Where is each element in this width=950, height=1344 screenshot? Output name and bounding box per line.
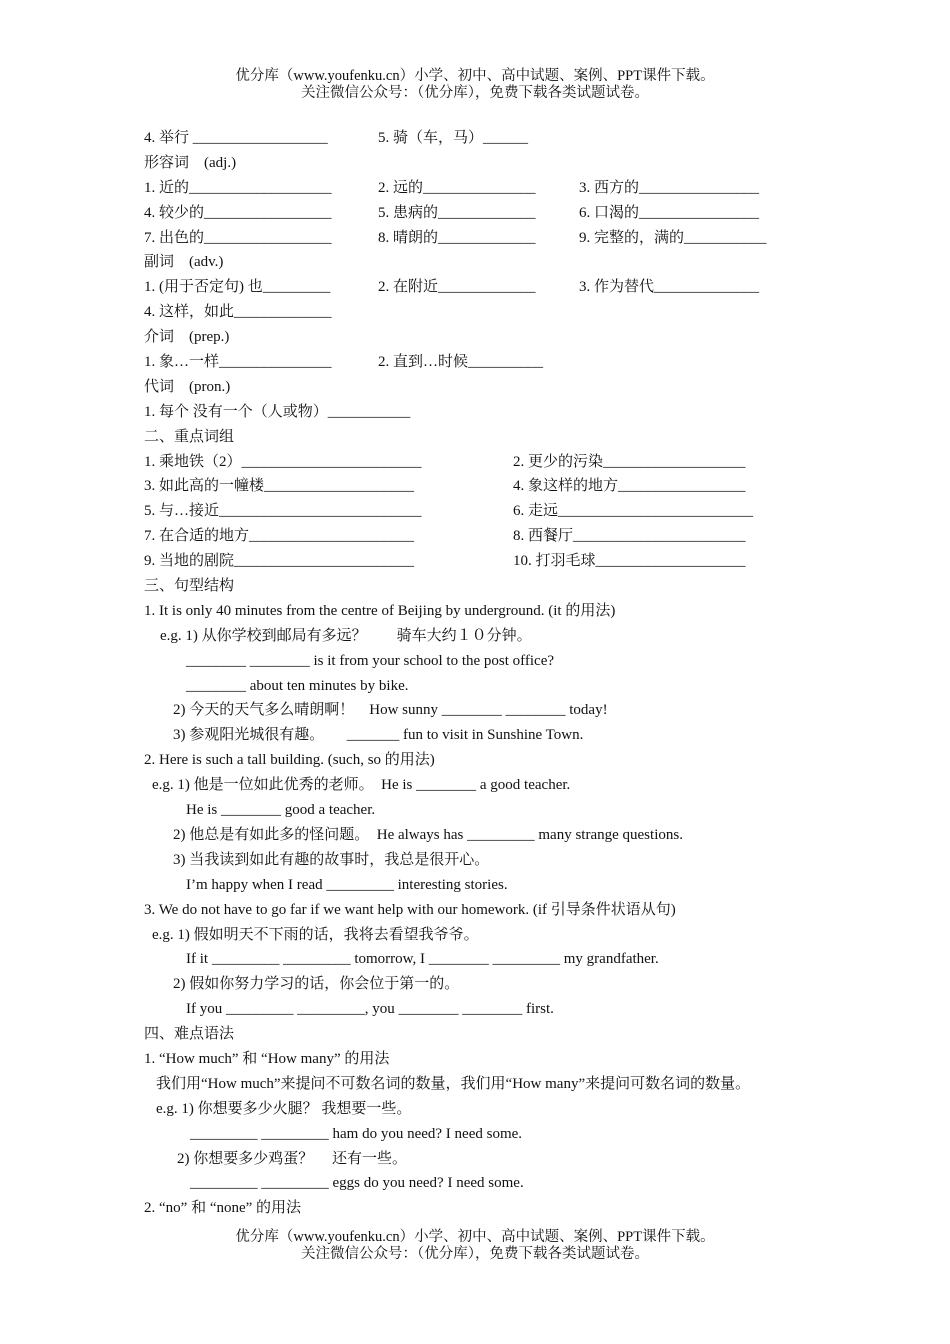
pattern-line: 2) 今天的天气多么晴朗啊！ How sunny ________ ________ today! xyxy=(173,702,608,719)
grammar-line: e.g. 1) 你想要多少火腿？ 我想要一些。 xyxy=(156,1100,412,1117)
adv-heading: 副词 (adv.) xyxy=(144,254,224,271)
phrase-item: 7. 在合适的地方______________________ xyxy=(144,528,415,545)
pattern-line: 2) 他总是有如此多的怪问题。 He always has _________ many strange questions. xyxy=(173,826,683,843)
adv-item: 2. 在附近_____________ xyxy=(378,279,536,296)
adj-row xyxy=(144,176,844,201)
pattern-line: 2) 假如你努力学习的话，你会位于第一的。 xyxy=(173,976,460,993)
phrases-heading: 二、重点词组 xyxy=(144,428,235,445)
worksheet-content xyxy=(144,126,844,1221)
grammar-lines xyxy=(144,1047,844,1221)
grammar-heading: 四、难点语法 xyxy=(144,1026,235,1043)
phrase-row xyxy=(144,549,844,574)
phrase-row xyxy=(144,474,844,499)
phrase-item: 9. 当地的剧院________________________ xyxy=(144,553,415,570)
adv-item: 1. (用于否定句) 也_________ xyxy=(144,279,331,296)
phrase-item: 10. 打羽毛球____________________ xyxy=(513,553,746,570)
pattern-line: 2. Here is such a tall building. (such, so 的用法) xyxy=(144,752,435,769)
footer-line-2: 关注微信公众号：（优分库），免费下载各类试题试卷。 xyxy=(301,1246,649,1262)
grammar-line: _________ _________ ham do you need? I need some. xyxy=(190,1125,523,1142)
adj-item: 6. 口渴的________________ xyxy=(579,204,760,221)
phrase-row xyxy=(144,499,844,524)
adv-item: 3. 作为替代______________ xyxy=(579,279,760,296)
phrase-item: 8. 西餐厅_______________________ xyxy=(513,528,746,545)
verb-item-5: 5. 骑（车，马）______ xyxy=(378,130,529,146)
pron-heading: 代词 (pron.) xyxy=(144,378,231,395)
verbs-row xyxy=(144,126,844,151)
pattern-line: If you _________ _________, you ________ ________ first. xyxy=(186,1001,554,1018)
phrase-row xyxy=(144,524,844,549)
grammar-line: 2. “no” 和 “none” 的用法 xyxy=(144,1200,302,1217)
patterns-lines xyxy=(144,599,844,1022)
adj-item: 2. 远的_______________ xyxy=(378,179,536,196)
pattern-line: e.g. 1) 假如明天不下雨的话，我将去看望我爷爷。 xyxy=(152,926,479,943)
adj-row xyxy=(144,201,844,226)
phrase-item: 4. 象这样的地方_________________ xyxy=(513,478,746,495)
adj-item: 9. 完整的，满的___________ xyxy=(579,229,767,246)
adv-item: 4. 这样，如此_____________ xyxy=(144,304,332,321)
pattern-line: 3. We do not have to go far if we want help with our homework. (if 引导条件状语从句) xyxy=(144,901,676,918)
pattern-line: He is ________ good a teacher. xyxy=(186,802,376,819)
patterns-heading: 三、句型结构 xyxy=(144,578,235,595)
grammar-line: 我们用“How much”来提问不可数名词的数量，我们用“How many”来提问可数名词的数量。 xyxy=(156,1075,751,1092)
pattern-line: e.g. 1) 从你学校到邮局有多远？ 骑车大约１０分钟。 xyxy=(160,627,532,644)
pattern-line: ________ ________ is it from your school to the post office? xyxy=(186,652,555,669)
pattern-line: If it _________ _________ tomorrow, I ________ _________ my grandfather. xyxy=(186,951,659,968)
phrase-item: 5. 与…接近___________________________ xyxy=(144,503,422,520)
phrase-item: 6. 走远__________________________ xyxy=(513,503,754,520)
verb-item-4: 4. 举行 __________________ xyxy=(144,130,328,146)
pattern-line: 1. It is only 40 minutes from the centre of Beijing by underground. (it 的用法) xyxy=(144,602,616,619)
adj-item: 8. 晴朗的_____________ xyxy=(378,229,536,246)
pattern-line: 3) 当我读到如此有趣的故事时，我总是很开心。 xyxy=(173,851,490,868)
adj-heading: 形容词 (adj.) xyxy=(144,154,237,171)
adj-item: 1. 近的___________________ xyxy=(144,179,332,196)
adj-item: 5. 患病的_____________ xyxy=(378,204,536,221)
pattern-line: e.g. 1) 他是一位如此优秀的老师。 He is ________ a good teacher. xyxy=(152,777,571,794)
prep-item: 1. 象…一样_______________ xyxy=(144,354,332,371)
adv-row xyxy=(144,275,844,300)
prep-item: 2. 直到…时候__________ xyxy=(378,354,544,371)
pattern-line: 3) 参观阳光城很有趣。 _______ fun to visit in Sunshine Town. xyxy=(173,727,584,744)
adj-item: 7. 出色的_________________ xyxy=(144,229,332,246)
adj-item: 4. 较少的_________________ xyxy=(144,204,332,221)
pattern-line: ________ about ten minutes by bike. xyxy=(186,677,409,694)
pattern-line: I’m happy when I read _________ interesting stories. xyxy=(186,876,508,893)
adj-item: 3. 西方的________________ xyxy=(579,179,760,196)
prep-heading: 介词 (prep.) xyxy=(144,329,230,346)
footer-line-1: 优分库（www.youfenku.cn）小学、初中、高中试题、案例、PPT课件下载。 xyxy=(235,1229,715,1245)
phrase-item: 1. 乘地铁（2）________________________ xyxy=(144,453,422,470)
phrase-row xyxy=(144,450,844,475)
page-footer xyxy=(0,1229,950,1263)
header-line-1: 优分库（www.youfenku.cn）小学、初中、高中试题、案例、PPT课件下载。 xyxy=(235,68,715,84)
page-header xyxy=(0,68,950,102)
grammar-line: 2) 你想要多少鸡蛋？ 还有一些。 xyxy=(177,1150,407,1167)
phrase-item: 3. 如此高的一幢楼____________________ xyxy=(144,478,415,495)
phrase-item: 2. 更少的污染___________________ xyxy=(513,453,746,470)
prep-row xyxy=(144,350,844,375)
grammar-line: _________ _________ eggs do you need? I need some. xyxy=(190,1175,524,1192)
header-line-2: 关注微信公众号：（优分库），免费下载各类试题试卷。 xyxy=(301,85,649,101)
adj-row xyxy=(144,226,844,251)
pron-item: 1. 每个 没有一个（人或物）___________ xyxy=(144,403,411,420)
grammar-line: 1. “How much” 和 “How many” 的用法 xyxy=(144,1050,390,1067)
